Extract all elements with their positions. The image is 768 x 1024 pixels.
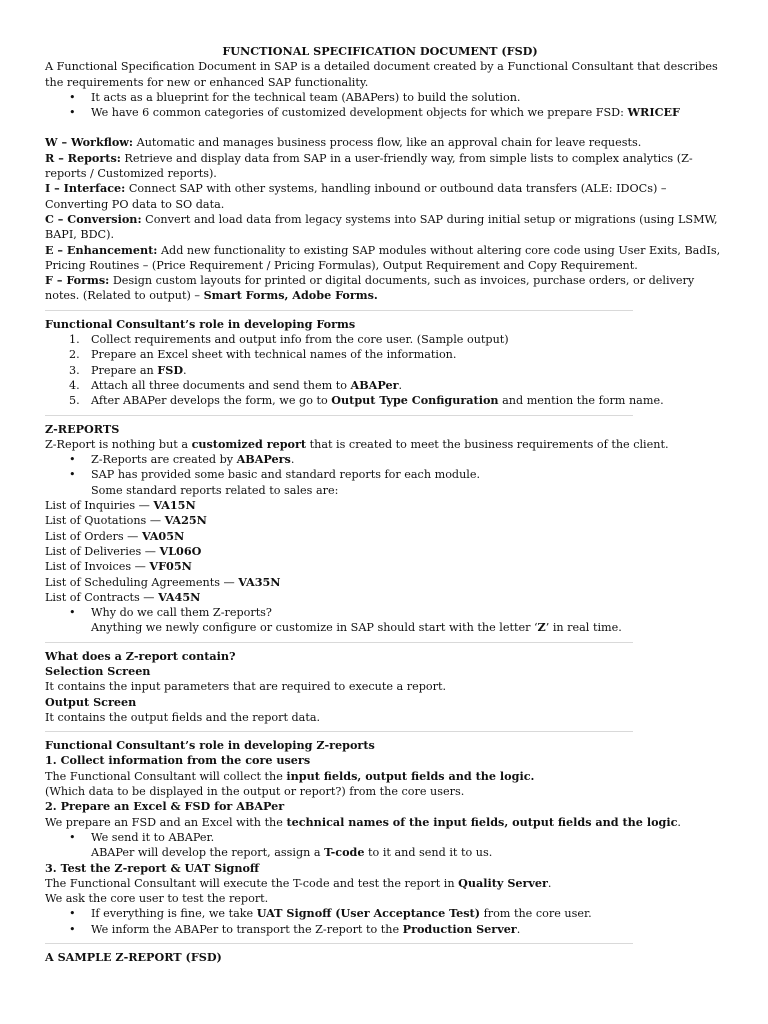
step-3-text: The Functional Consultant will execute the T-code and test the report in Quality Server. <box>45 875 552 890</box>
list-item <box>45 393 730 408</box>
intro-bullet-list <box>45 90 730 121</box>
intro-paragraph: A Functional Specification Document in SAP is a detailed document created by a Functional Consultant that describes the requirements for new or enhanced SAP functionality. <box>45 60 718 89</box>
zreports-intro: Z-Report is nothing but a customized report that is created to meet the business requirements of the client. <box>45 436 669 451</box>
tcode: VL06O <box>159 543 202 558</box>
definition-label: F – Forms: <box>45 273 110 288</box>
list-item-text: After ABAPer develops the form, we go to <box>91 394 332 408</box>
workflow-definition <box>45 135 730 150</box>
definition-emphasis: Smart Forms, Adobe Forms. <box>203 288 378 303</box>
output-screen-text: It contains the output fields and the report data. <box>45 710 321 724</box>
list-item: List of Deliveries — VL06O <box>45 543 202 558</box>
definition-label: C – Conversion: <box>45 211 142 226</box>
forms-steps-list <box>45 332 730 408</box>
list-number: 1. <box>69 333 80 347</box>
sample-zreport-heading: A SAMPLE Z-REPORT (FSD) <box>45 950 222 965</box>
definition-text: Add new functionality to existing SAP modules without altering core code using User Exits, BadIs, Pricing Routines – (Price Requirement / Pricing Formulas), Output Requirement and Copy Requirement. <box>45 243 721 272</box>
list-number: 5. <box>69 394 80 408</box>
definition-text: Automatic and manages business process flow, like an approval chain for leave requests. <box>133 136 642 150</box>
why-z-bullets <box>45 605 730 620</box>
list-item-tail: and mention the form name. <box>498 394 664 408</box>
step-2-bullets <box>45 830 730 845</box>
tcode: VA35N <box>238 574 281 589</box>
list-item: • Why do we call them Z-reports? <box>45 605 730 620</box>
list-item <box>45 347 730 362</box>
section-divider <box>45 642 633 643</box>
definition-text: Connect SAP with other systems, handling inbound or outbound data transfers (ALE: IDOCs) – Converting PO data to SO data. <box>45 182 667 211</box>
tcode: VF05N <box>149 559 192 574</box>
definition-text: Retrieve and display data from SAP in a user-friendly way, from simple lists to complex analytics (Z-reports / Customized reports). <box>45 151 693 181</box>
list-item: • Z-Reports are created by ABAPers. <box>45 452 730 467</box>
definition-label: W – Workflow: <box>45 135 134 150</box>
list-item: • It acts as a blueprint for the technical team (ABAPers) to build the solution. <box>45 90 730 105</box>
list-item: List of Orders — VA05N <box>45 528 185 543</box>
step-3-note: We ask the core user to test the report. <box>45 892 269 906</box>
selection-screen-heading: Selection Screen <box>45 663 151 678</box>
definition-text: Design custom layouts for printed or digital documents, such as invoices, purchase orders, or delivery notes. (Related to output) – <box>45 274 695 303</box>
zreports-bullets <box>45 452 730 483</box>
list-item <box>45 378 730 393</box>
output-screen-heading: Output Screen <box>45 694 137 709</box>
list-item: • We inform the ABAPer to transport the Z-report to the Production Server. <box>45 922 730 937</box>
section-divider <box>45 310 633 311</box>
list-item-emphasis: FSD <box>157 362 184 377</box>
list-item: List of Quotations — VA25N <box>45 513 207 528</box>
list-item-text: Collect requirements and output info from the core user. (Sample output) <box>91 333 509 347</box>
definition-label: R – Reports: <box>45 150 121 165</box>
enhancement-definition <box>45 243 730 274</box>
step-1-note: (Which data to be displayed in the output or report?) from the core users. <box>45 785 465 799</box>
list-item-text: Prepare an <box>91 363 158 377</box>
tcode: VA05N <box>141 528 185 543</box>
forms-definition <box>45 273 730 304</box>
definition-label: E – Enhancement: <box>45 242 158 257</box>
why-z-answer: Anything we newly configure or customize in SAP should start with the letter ‘Z’ in real time. <box>91 620 622 635</box>
step-1-heading: 1. Collect information from the core users <box>45 753 311 768</box>
tcode: VA15N <box>153 498 196 513</box>
list-item: List of Invoices — VF05N <box>45 559 192 574</box>
section-divider <box>45 943 633 944</box>
step-2-continuation: ABAPer will develop the report, assign a T-code to it and send it to us. <box>91 845 493 860</box>
role-heading: Functional Consultant’s role in developing Z-reports <box>45 738 375 753</box>
list-item-tail: . <box>398 378 403 392</box>
list-number: 2. <box>69 348 80 362</box>
list-number: 4. <box>69 378 80 392</box>
step-2-text: We prepare an FSD and an Excel with the technical names of the input fields, output fields and the logic. <box>45 814 681 829</box>
tcode: VA25N <box>164 513 207 528</box>
list-item: List of Contracts — VA45N <box>45 589 201 604</box>
selection-screen-text: It contains the input parameters that are required to execute a report. <box>45 680 447 694</box>
tcode: VA45N <box>158 589 201 604</box>
conversion-definition <box>45 212 730 243</box>
list-item-text: Attach all three documents and send them to <box>91 378 351 392</box>
list-item-emphasis: ABAPer <box>350 377 399 392</box>
list-number: 3. <box>69 363 80 377</box>
section-divider <box>45 731 633 732</box>
list-item: • SAP has provided some basic and standard reports for each module. <box>45 467 730 482</box>
list-item <box>45 363 730 378</box>
zreports-heading: Z-REPORTS <box>45 421 120 436</box>
interface-definition <box>45 181 730 212</box>
definition-text: Convert and load data from legacy systems into SAP during initial setup or migrations (using LSMW, BAPI, BDC). <box>45 212 718 242</box>
definition-label: I – Interface: <box>45 181 126 196</box>
step-3-heading: 3. Test the Z-report & UAT Signoff <box>45 860 260 875</box>
list-item-emphasis: Output Type Configuration <box>331 393 499 408</box>
contain-heading: What does a Z-report contain? <box>45 648 236 663</box>
document-title: FUNCTIONAL SPECIFICATION DOCUMENT (FSD) <box>222 44 538 58</box>
forms-section-heading: Functional Consultant’s role in developing Forms <box>45 316 356 331</box>
list-item-tail: . <box>183 363 187 377</box>
step-1-text: The Functional Consultant will collect the input fields, output fields and the logic. <box>45 768 535 783</box>
list-item: List of Scheduling Agreements — VA35N <box>45 574 281 589</box>
list-item: List of Inquiries — VA15N <box>45 498 196 513</box>
list-item-text: Prepare an Excel sheet with technical names of the information. <box>91 348 457 362</box>
list-item: • If everything is fine, we take UAT Signoff (User Acceptance Test) from the core user. <box>45 906 730 921</box>
step-3-bullets <box>45 906 730 937</box>
wricef-acronym: WRICEF <box>627 105 680 120</box>
list-item-text: We have 6 common categories of customized development objects for which we prepare FSD: <box>91 106 628 120</box>
list-item <box>45 105 730 120</box>
step-2-heading: 2. Prepare an Excel & FSD for ABAPer <box>45 799 285 814</box>
standard-reports-lead: Some standard reports related to sales are: <box>91 483 339 497</box>
list-item <box>45 332 730 347</box>
reports-definition <box>45 151 730 182</box>
standard-reports-list <box>45 498 730 605</box>
section-divider <box>45 415 633 416</box>
list-item: • We send it to ABAPer. <box>45 830 730 845</box>
